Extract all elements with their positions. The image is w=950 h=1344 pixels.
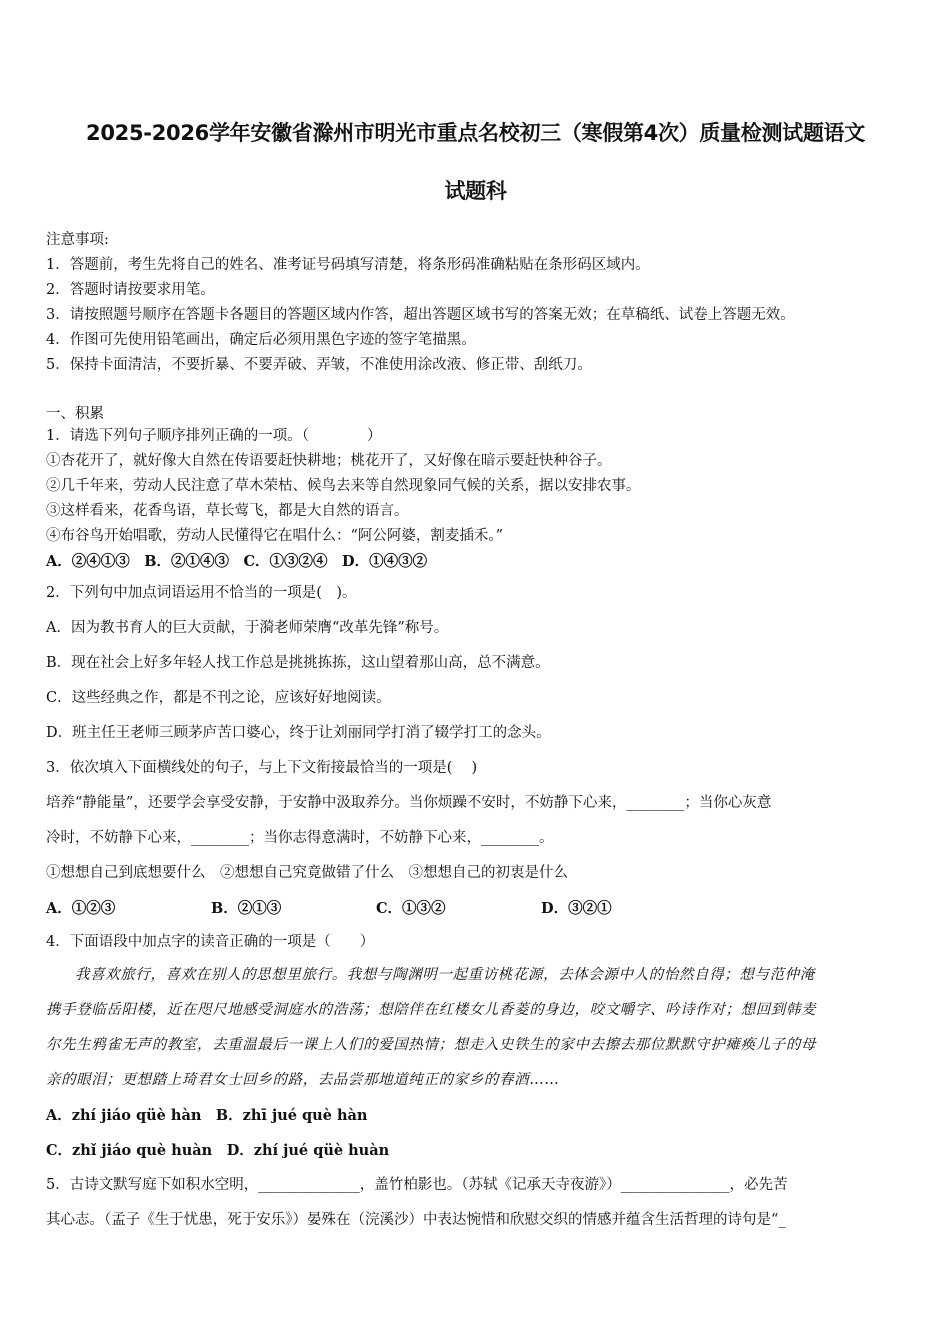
question-3-option: D．③②① — [541, 900, 612, 917]
question-4-options-cd: C．zhǐ jiáo què huàn D．zhí jué qüè huàn — [46, 1142, 390, 1159]
question-3-options — [46, 891, 905, 926]
question-1 — [46, 424, 905, 574]
question-1-sentence: ④布谷鸟开始唱歌，劳动人民懂得它在唱什么：“阿公阿婆，割麦插禾。” — [46, 528, 504, 544]
question-3-option: B．②①③ — [211, 900, 282, 917]
question-5 — [46, 1168, 905, 1238]
question-2-option: B．现在社会上好多年轻人找工作总是挑挑拣拣，这山望着那山高，总不满意。 — [46, 655, 550, 671]
note-item: 3．请按照题号顺序在答题卡各题目的答题区域内作答，超出答题区域书写的答案无效；在草稿纸、试卷上答题无效。 — [46, 307, 795, 323]
exam-title-line-2: 试题科 — [444, 179, 507, 203]
exam-title — [46, 0, 905, 220]
notes-heading: 注意事项: — [46, 232, 109, 248]
question-2-option: C．这些经典之作，都是不刊之论，应该好好地阅读。 — [46, 690, 391, 706]
question-2-stem: 2．下列句中加点词语运用不恰当的一项是( )。 — [46, 585, 357, 601]
notes-section — [46, 228, 905, 378]
question-3-option: C．①③② — [376, 900, 446, 917]
question-4-options-ab: A．zhí jiáo qüè hàn B．zhī jué què hàn — [46, 1107, 368, 1124]
question-4-stem: 4．下面语段中加点字的读音正确的一项是（ ） — [46, 934, 375, 950]
section-heading-accumulation: 一、积累 — [46, 406, 104, 422]
question-1-sentence: ①杏花开了，就好像大自然在传语要赶快耕地；桃花开了，又好像在暗示要赶快种谷子。 — [46, 453, 612, 469]
question-5-line: 其心志。（孟子《生于忧患，死于安乐》）晏殊在（浣溪沙）中表达惋惜和欣慰交织的情感并蕴含生活哲理的诗句是“_ — [46, 1212, 786, 1228]
exam-title-line-1: 2025-2026学年安徽省滁州市明光市重点名校初三（寒假第4次）质量检测试题语文 — [86, 121, 865, 145]
passage-line: 亲的眼泪；更想踏上琦君女士回乡的路，去品尝那地道纯正的家乡的春酒…… — [46, 1072, 560, 1088]
question-1-options: A．②④①③ B．②①④③ C．①③②④ D．①④③② — [46, 553, 428, 570]
question-3-choices: ①想想自己到底想要什么 ②想想自己究竟做错了什么 ③想想自己的初衷是什么 — [46, 865, 568, 881]
question-4 — [46, 926, 905, 1168]
passage-line: 我喜欢旅行，喜欢在别人的思想里旅行。我想与陶渊明一起重访桃花源，去体会源中人的怡然自得；想与范仲淹 — [75, 967, 815, 983]
passage-line: 尔先生鸦雀无声的教室，去重温最后一课上人们的爱国热情；想走入史铁生的家中去擦去那位默默守护瘫痪儿子的母 — [46, 1037, 817, 1053]
question-2-option: D．班主任王老师三顾茅庐苦口婆心，终于让刘丽同学打消了辍学打工的念头。 — [46, 725, 551, 741]
passage-line: 携手登临岳阳楼，近在咫尺地感受洞庭水的浩荡；想陪伴在红楼女儿香菱的身边，咬文嚼字、吟诗作对；想回到韩麦 — [46, 1002, 817, 1018]
question-2 — [46, 576, 905, 751]
question-4-passage — [46, 958, 905, 1098]
question-1-sentence: ③这样看来，花香鸟语，草长莺飞，都是大自然的语言。 — [46, 503, 409, 519]
question-3-text: 冷时，不妨静下心来，________；当你志得意满时，不妨静下心来，________。 — [46, 830, 554, 846]
question-1-stem: 1．请选下列句子顺序排列正确的一项。（ ） — [46, 428, 382, 444]
note-item: 2．答题时请按要求用笔。 — [46, 282, 215, 298]
question-3-stem: 3．依次填入下面横线处的句子，与上下文衔接最恰当的一项是( ) — [46, 760, 478, 776]
question-3-text: 培养“静能量”，还要学会享受安静，于安静中汲取养分。当你烦躁不安时，不妨静下心来，________；当你心灰意 — [46, 795, 772, 811]
question-5-line: 5．古诗文默写庭下如积水空明，______________，盖竹柏影也。（苏轼《记承天寺夜游》）_______________，必先苦 — [46, 1177, 788, 1193]
question-3-option: A．①②③ — [46, 900, 116, 917]
question-2-option: A．因为教书育人的巨大贡献，于漪老师荣膺“改革先锋”称号。 — [46, 620, 449, 636]
note-item: 4．作图可先使用铅笔画出，确定后必须用黑色字迹的签字笔描黑。 — [46, 332, 476, 348]
question-1-sentence: ②几千年来，劳动人民注意了草木荣枯、候鸟去来等自然现象同气候的关系，据以安排农事。 — [46, 478, 641, 494]
question-3 — [46, 751, 905, 926]
note-item: 5．保持卡面清洁，不要折暴、不要弄破、弄皱，不准使用涂改液、修正带、刮纸刀。 — [46, 357, 592, 373]
note-item: 1．答题前，考生先将自己的姓名、准考证号码填写清楚，将条形码准确粘贴在条形码区域内。 — [46, 257, 650, 273]
